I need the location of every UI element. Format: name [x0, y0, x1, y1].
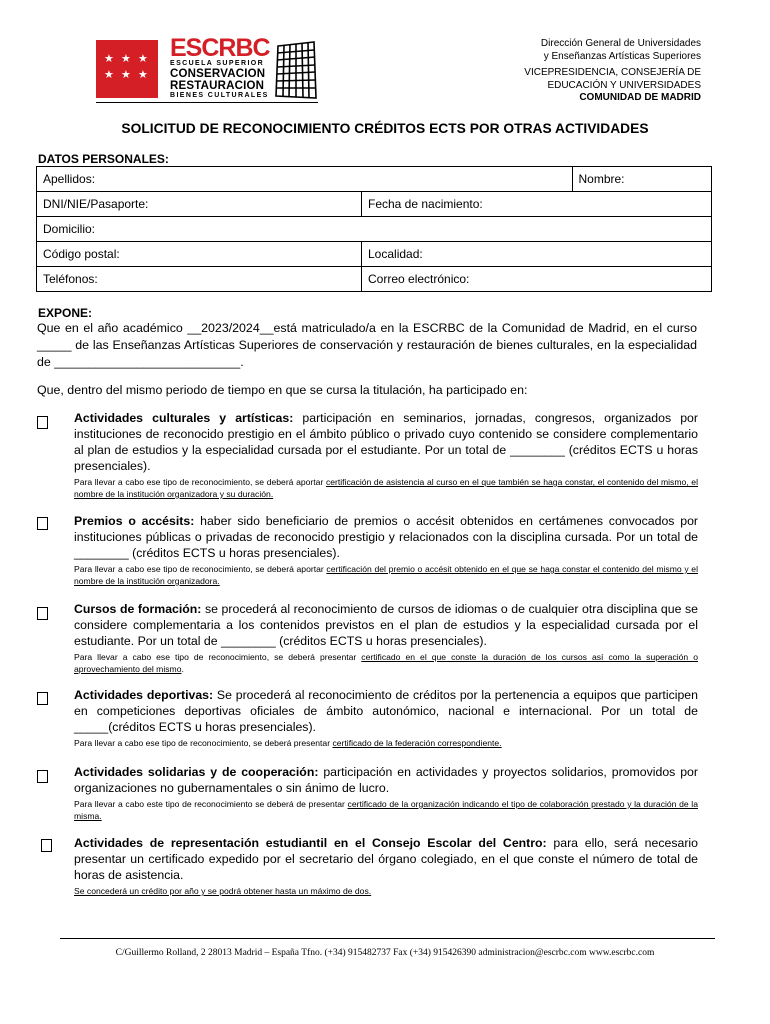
- page-title: SOLICITUD DE RECONOCIMIENTO CRÉDITOS ECTS POR OTRAS ACTIVIDADES: [121, 121, 649, 136]
- organization-block: [524, 38, 701, 105]
- footer-rule: [60, 938, 715, 939]
- checkbox-representacion-estudiantil[interactable]: [41, 839, 52, 852]
- org-line1: Dirección General de Universidades: [540, 38, 701, 49]
- localidad-label: Localidad:: [368, 247, 423, 261]
- item-premios: [74, 513, 698, 587]
- escrbc-logo-line2: CONSERVACION: [170, 68, 266, 80]
- domicilio-field[interactable]: [37, 217, 712, 242]
- checkbox-actividades-deportivas[interactable]: [37, 692, 48, 705]
- item-actividades-culturales: [74, 410, 698, 500]
- org-line4: EDUCACIÓN Y UNIVERSIDADES: [547, 79, 701, 91]
- org-line2: y Enseñanzas Artísticas Superiores: [543, 50, 701, 62]
- note-plain: Para llevar a cabo este tipo de reconocimiento se deberá de presentar: [74, 799, 348, 809]
- escrbc-logo-line4: BIENES CULTURALES: [170, 92, 269, 99]
- codigo-postal-label: Código postal:: [43, 247, 120, 261]
- checkbox-cursos-formacion[interactable]: [37, 607, 48, 620]
- note-underlined: certificación del premio o accésit obtenido en el que se haga constar el contenido del mismo y el nombre de la institución organizadora.: [74, 564, 698, 586]
- item-note: [74, 563, 698, 587]
- footer-address: C/Guillermo Rolland, 2 28013 Madrid – España Tfno. (+34) 915482737 Fax (+34) 915426390 administracion@escrbc.com www.escrbc.com: [115, 948, 655, 958]
- checkbox-premios[interactable]: [37, 517, 48, 530]
- expone-intro: Que, dentro del mismo periodo de tiempo en que se cursa la titulación, ha participado en:: [37, 383, 528, 397]
- expone-text: Que en el año académico __2023/2024__está matriculado/a en la ESCRBC de la Comunidad de Madrid, en el curso _____ de las Enseñanzas Artísticas Superiores de conservación y restauración de bienes culturales, en la especialidad de ___________________________.: [37, 321, 697, 369]
- note-plain: Para llevar a cabo ese tipo de reconocimiento, se deberá presentar: [74, 738, 333, 748]
- item-note: [74, 798, 698, 822]
- note-plain: Para llevar a cabo ese tipo de reconocimiento, se deberá presentar: [74, 652, 362, 662]
- grid-logo-icon: [274, 40, 318, 100]
- note-plain: Para llevar a cabo ese tipo de reconocimiento, se deberá aportar: [74, 564, 327, 574]
- item-text: para ello, será necesario presentar un certificado expedido por el secretario del órgano colegiado, en el que conste el número de total de horas de asistencia.: [74, 836, 698, 882]
- escrbc-logo-text: ESCRBC: [170, 34, 270, 62]
- telefonos-field[interactable]: [37, 267, 362, 292]
- item-actividades-solidarias: [74, 764, 698, 822]
- item-title: Premios o accésits:: [74, 514, 195, 528]
- telefonos-label: Teléfonos:: [43, 272, 98, 286]
- item-title: Actividades culturales y artísticas:: [74, 411, 294, 425]
- item-title: Cursos de formación:: [74, 602, 202, 616]
- org-line5-text: COMUNIDAD DE MADRID: [579, 92, 701, 103]
- item-text: Se procederá al reconocimiento de créditos por la pertenencia a equipos que participen en competiciones deportivas oficiales de ámbito autonómico, nacional e internacional. Por un total de _____(créditos ECTS u horas presenciales).: [74, 688, 698, 734]
- item-text: se procederá al reconocimiento de cursos de idiomas o de cualquier otra disciplina que se considere complementaria a los contenidos previstos en el plan de estudios y la especialidad cursada por el estudiante. Por un total de ________ (créditos ECTS u horas presenciales).: [74, 602, 698, 648]
- apellidos-label: Apellidos:: [43, 172, 96, 186]
- note-underlined: Se concederá un crédito por año y se podrá obtener hasta un máximo de dos.: [74, 886, 372, 896]
- item-note: [74, 885, 698, 897]
- datos-personales-heading: DATOS PERSONALES:: [38, 152, 169, 166]
- escrbc-logo-line3: RESTAURACION: [170, 80, 265, 92]
- org-line5: [524, 92, 701, 105]
- item-text: participación en actividades y proyectos solidarios, promovidos por organizaciones no gubernamentales o sin ánimo de lucro.: [74, 765, 698, 795]
- header-logos: [96, 36, 316, 106]
- dni-label: DNI/NIE/Pasaporte:: [43, 197, 149, 211]
- note-underlined: certificación de asistencia al curso en el que también se haga constar, el contenido del mismo, el nombre de la institución organizadora y su duración.: [74, 477, 698, 499]
- fecha-nacimiento-field[interactable]: [362, 192, 712, 217]
- org-line3: VICEPRESIDENCIA, CONSEJERÍA DE: [524, 67, 701, 78]
- escrbc-logo: [170, 36, 270, 100]
- note-underlined: certificado en el que conste la duración de los cursos así como la superación o aprovechamiento del mismo: [74, 652, 698, 674]
- comunidad-madrid-logo: ★ ★ ★ ★ ★ ★: [96, 40, 158, 98]
- item-note: Para llevar a cabo ese tipo de reconocimiento, se deberá presentar certificado en el que conste la duración de los cursos así como la superación o aprovechamiento del mismo.: [74, 652, 698, 674]
- header-rule: [96, 102, 318, 103]
- domicilio-label: Domicilio:: [43, 222, 96, 236]
- note-underlined: certificado de la organización indicando el tipo de colaboración prestado y la duración de la misma.: [74, 799, 698, 821]
- datos-personales-table: [36, 166, 712, 292]
- nombre-field[interactable]: [572, 167, 712, 192]
- item-title: Actividades deportivas:: [74, 688, 214, 702]
- item-representacion-estudiantil: [74, 835, 698, 897]
- codigo-postal-field[interactable]: [37, 242, 362, 267]
- item-title: Actividades solidarias y de cooperación:: [74, 765, 319, 779]
- correo-field[interactable]: [362, 267, 712, 292]
- item-actividades-deportivas: [74, 687, 698, 749]
- apellidos-field[interactable]: [37, 167, 573, 192]
- expone-heading: EXPONE:: [38, 306, 93, 320]
- dni-field[interactable]: [37, 192, 362, 217]
- localidad-field[interactable]: [362, 242, 712, 267]
- checkbox-actividades-solidarias[interactable]: [37, 770, 48, 783]
- escrbc-logo-line1: ESCUELA SUPERIOR: [170, 60, 265, 67]
- note-plain: Para llevar a cabo ese tipo de reconocimiento, se deberá aportar: [74, 477, 326, 487]
- note-underlined: certificado de la federación correspondiente.: [332, 738, 502, 748]
- item-title: Actividades de representación estudiantil en el Consejo Escolar del Centro:: [74, 836, 547, 850]
- item-note: [74, 737, 698, 749]
- item-text: haber sido beneficiario de premios o accésit obtenidos en certámenes convocados por instituciones públicas o privadas de reconocido prestigio y relacionados con la disciplina cursada. Por un total de ________ (créditos ECTS u horas presenciales).: [74, 514, 699, 560]
- correo-label: Correo electrónico:: [368, 272, 470, 286]
- fecha-nacimiento-label: Fecha de nacimiento:: [368, 197, 483, 211]
- item-cursos-formacion: [74, 601, 698, 675]
- checkbox-actividades-culturales[interactable]: [37, 416, 48, 429]
- item-text: participación en seminarios, jornadas, congresos, organizados por instituciones de reconocido prestigio en el ámbito público o privado cuyo contenido se considere complementario al plan de estudios y la especialidad cursada por el estudiante. Por un total de ________ (créditos ECTS u horas presenciales).: [74, 411, 698, 473]
- nombre-label: Nombre:: [578, 172, 625, 186]
- item-note: [74, 476, 698, 500]
